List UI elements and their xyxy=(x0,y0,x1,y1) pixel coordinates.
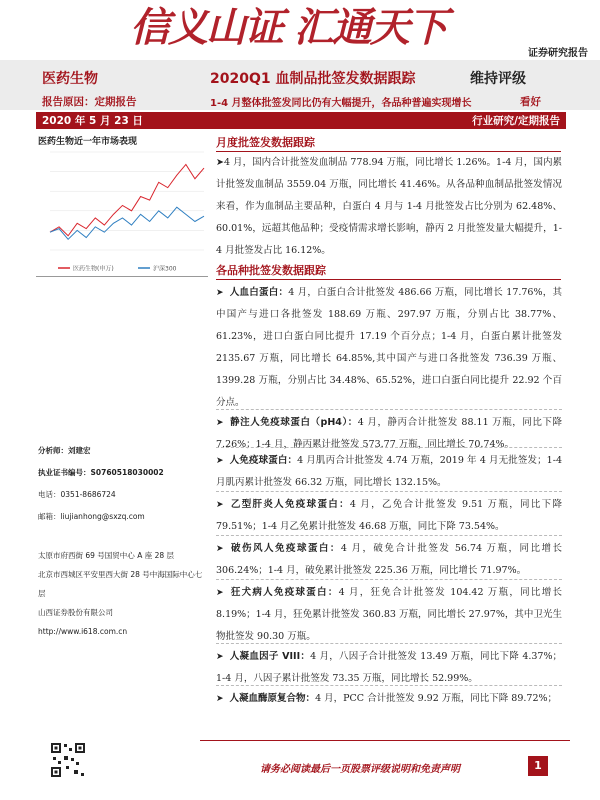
item-separator xyxy=(216,643,562,644)
product-item xyxy=(216,688,562,710)
product-text: 4 月，破免合计批签发 56.74 万瓶，同比增长 306.24%；1-4 月，破免累计批签发 225.36 万瓶，同比增长 71.97%。 xyxy=(216,543,562,576)
sector-label: 医药生物 xyxy=(42,71,98,87)
analyst-name: 分析师：刘建宏 xyxy=(38,446,91,455)
item-separator xyxy=(216,535,562,536)
bullet-arrow-icon: ➤ xyxy=(216,652,224,662)
section-products-heading: 各品种批签发数据跟踪 xyxy=(216,262,561,280)
product-name: 破伤风人免疫球蛋白： xyxy=(229,543,341,554)
report-category: 行业研究/定期报告 xyxy=(472,115,560,127)
series-line-2 xyxy=(50,207,204,239)
product-item xyxy=(216,494,562,538)
section-monthly-body: 4 月，国内合计批签发血制品 778.94 万瓶，同比增长 1.26%。1-4 月，国内累计批签发血制品 3559.04 万瓶，同比增长 41.46%。从各品种血制品批签发情况来看，作为血制品主要品种，白蛋白 4 月与 1-4 月批签发占比分别为 62.48%、60.01%，远超其他品种；受疫情需求增长影响，静丙 2 月批签发量大幅提升，1-4 月批签发占比 16.12%。 xyxy=(216,157,562,256)
bullet-arrow-icon: ➤ xyxy=(216,157,224,168)
date-bar xyxy=(36,112,566,129)
product-item xyxy=(216,450,562,494)
product-name: 乙型肝炎人免疫球蛋白： xyxy=(229,499,350,510)
qr-code-icon xyxy=(50,742,86,778)
product-name: 人血白蛋白： xyxy=(229,287,289,298)
section-monthly-heading: 月度批签发数据跟踪 xyxy=(216,134,561,152)
report-subtitle: 1-4 月整体批签发同比仍有大幅提升，各品种普遍实现增长 xyxy=(210,98,472,109)
page-number: 1 xyxy=(528,756,548,776)
product-name: 人凝血酶原复合物： xyxy=(229,693,316,704)
header xyxy=(0,0,600,60)
product-name: 人凝血因子 VIII： xyxy=(229,651,311,662)
product-text: 4 月，白蛋白合计批签发 486.66 万瓶，同比增长 17.76%，其中国产与进口各批签发 188.69 万瓶、297.97 万瓶，分别占比 38.77%、61.23%，进口白蛋白同比提升 17.19 个百分点；1-4 月，白蛋白累计批签发 2135.67 万瓶，同比增长 64.85%,其中国产与进口各批签发 736.39 万瓶、1399.28 万瓶，分别占比 34.48%、65.52%，进口白蛋白同比提升 22.92 个百分点。 xyxy=(216,287,562,408)
item-separator xyxy=(216,409,562,410)
report-type: 证券研究报告 xyxy=(528,48,588,59)
product-text: 4 月，八因子合计批签发 13.49 万瓶，同比下降 4.37%；1-4 月，八因子累计批签发 73.35 万瓶，同比增长 52.99%。 xyxy=(216,651,563,684)
product-item xyxy=(216,538,562,582)
logo: 信义山证 汇通天下 xyxy=(130,4,446,51)
bullet-arrow-icon: ➤ xyxy=(216,544,224,554)
series-line-1 xyxy=(50,164,204,235)
product-item xyxy=(216,282,562,414)
section-monthly-text xyxy=(216,152,562,262)
company-url[interactable]: http://www.i618.com.cn xyxy=(38,627,128,636)
report-reason: 报告原因：定期报告 xyxy=(42,96,137,108)
product-text: 4 月，PCC 合计批签发 9.92 万瓶，同比下降 89.72%； xyxy=(315,693,558,704)
product-text: 4 月，静丙合计批签发 88.11 万瓶，同比下降 7.26%；1-4 月，静丙累计批签发 573.77 万瓶，同比增长 70.74%。 xyxy=(216,417,562,450)
address-line-3: 山西证券股份有限公司 xyxy=(38,608,113,617)
market-chart-svg xyxy=(36,146,208,276)
market-chart xyxy=(36,146,208,277)
legend-label: 沪深300 xyxy=(153,265,177,273)
bullet-arrow-icon: ➤ xyxy=(216,418,224,428)
bullet-arrow-icon: ➤ xyxy=(216,694,224,704)
analyst-tel: 电话：0351-8686724 xyxy=(38,490,116,499)
bullet-arrow-icon: ➤ xyxy=(216,288,224,298)
report-title: 2020Q1 血制品批签发数据跟踪 xyxy=(210,71,416,87)
product-name: 狂犬病人免疫球蛋白： xyxy=(229,587,339,598)
analyst-info xyxy=(38,440,208,528)
analyst-email[interactable]: 邮箱：liujianhong@sxzq.com xyxy=(38,512,145,521)
address-line-1: 太原市府西街 69 号国贸中心 A 座 28 层 xyxy=(38,551,175,560)
product-item xyxy=(216,646,562,690)
product-text: 4 月肌丙合计批签发 4.74 万瓶，2019 年 4 月无批签发；1-4 月肌丙累计批签发 66.32 万瓶，同比增长 132.15%。 xyxy=(216,455,562,488)
report-date: 2020 年 5 月 23 日 xyxy=(42,115,143,127)
legend-label: 医药生物(申万) xyxy=(73,265,114,273)
rating-label: 维持评级 xyxy=(470,71,526,87)
item-separator xyxy=(216,447,562,448)
product-text: 4 月，狂免合计批签发 104.42 万瓶，同比增长 8.19%；1-4 月，狂免累计批签发 360.83 万瓶，同比增长 27.97%，其中卫光生物批签发 90.30 万瓶。 xyxy=(216,587,562,642)
bullet-arrow-icon: ➤ xyxy=(216,588,224,598)
product-name: 人免疫球蛋白： xyxy=(229,455,298,466)
product-name: 静注人免疫球蛋白（pH4）： xyxy=(229,417,358,428)
rating-value: 看好 xyxy=(520,96,541,108)
product-text: 4 月，乙免合计批签发 9.51 万瓶，同比下降 79.51%；1-4 月乙免累计批签发 46.68 万瓶，同比下降 73.54%。 xyxy=(216,499,562,532)
address-line-2: 北京市西城区平安里西大街 28 号中海国际中心七层 xyxy=(38,570,203,598)
analyst-cert: 执业证书编号：S0760518030002 xyxy=(38,468,164,477)
disclaimer-notice: 请务必阅读最后一页股票评级说明和免责声明 xyxy=(260,764,460,775)
product-item xyxy=(216,582,562,648)
footer-divider xyxy=(200,740,570,741)
bullet-arrow-icon: ➤ xyxy=(216,456,224,466)
chart-title: 医药生物近一年市场表现 xyxy=(38,137,138,147)
item-separator xyxy=(216,491,562,492)
bullet-arrow-icon: ➤ xyxy=(216,500,224,510)
item-separator xyxy=(216,579,562,580)
company-address xyxy=(38,546,208,641)
item-separator xyxy=(216,685,562,686)
